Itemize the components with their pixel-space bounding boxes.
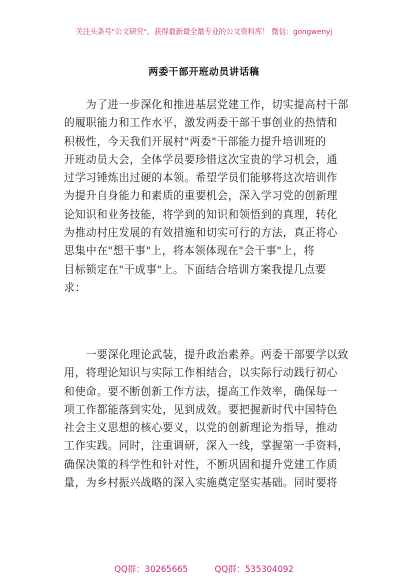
header-banner: 关注头条号"公文研究"，获得最新最全最专业的公文资料库！ 微信：gongwenyj — [75, 27, 333, 36]
paragraph-line: 为了进一步深化和推进基层党建工作，切实提高村干部 — [64, 99, 349, 111]
paragraph-line: 工作实践。同时，注重调研，深入一线，掌握第一手资料， — [64, 440, 349, 453]
paragraph-line: 确保决策的科学性和针对性，不断巩固和提升党建工作质 — [64, 458, 338, 471]
paragraph-line: 求： — [64, 281, 86, 294]
paragraph-line: 社会主义思想的核心要义，以党的创新理论为指导，推动 — [64, 422, 338, 435]
paragraph-line: 的履职能力和工作水平，激发两委干部干事创业的热情和 — [64, 117, 338, 130]
document-title: 两委干部开班动员讲话稿 — [148, 67, 260, 78]
paragraph-line: 和使命。要不断创新工作方法，提高工作效率，确保每一 — [64, 385, 338, 398]
paragraph-line: 开班动员大会，全体学员要珍惜这次宝贵的学习机会，通 — [64, 153, 338, 166]
paragraph-2 — [64, 346, 360, 492]
paragraph-line: 项工作都能落到实处，见到成效。要把握新时代中国特色 — [64, 403, 338, 416]
footer-qq-group-2: QQ群：535304092 — [214, 565, 294, 575]
paragraph-1 — [64, 96, 360, 297]
paragraph-line: 目标锁定在"干成事"上。下面结合培训方案我提几点要 — [64, 263, 327, 276]
footer — [0, 563, 408, 575]
paragraph-line: 为推动村庄发展的有效措施和切实可行的方法，真正将心 — [64, 227, 338, 240]
paragraph-line: 思集中在"想干事"上，将本领体现在"会干事"上，将 — [64, 245, 315, 258]
paragraph-line: 用，将理论知识与实际工作相结合，以实际行动践行初心 — [64, 367, 338, 380]
footer-qq-group-1: QQ群：30265665 — [114, 565, 188, 575]
paragraph-line: 为提升自身能力和素质的重要机会，深入学习党的创新理 — [64, 190, 338, 203]
paragraph-line: 一要深化理论武装，提升政治素养。两委干部要学以致 — [64, 349, 349, 361]
paragraph-line: 积极性，今天我们开展村"两委"干部能力提升培训班的 — [64, 135, 327, 148]
paragraph-line: 量，为乡村振兴战略的深入实施奠定坚实基础。同时要将 — [64, 477, 338, 490]
paragraph-line: 过学习锤炼出过硬的本领。希望学员们能够将这次培训作 — [64, 172, 338, 185]
paragraph-line: 论知识和业务技能，将学到的知识和领悟到的真理，转化 — [64, 208, 338, 221]
